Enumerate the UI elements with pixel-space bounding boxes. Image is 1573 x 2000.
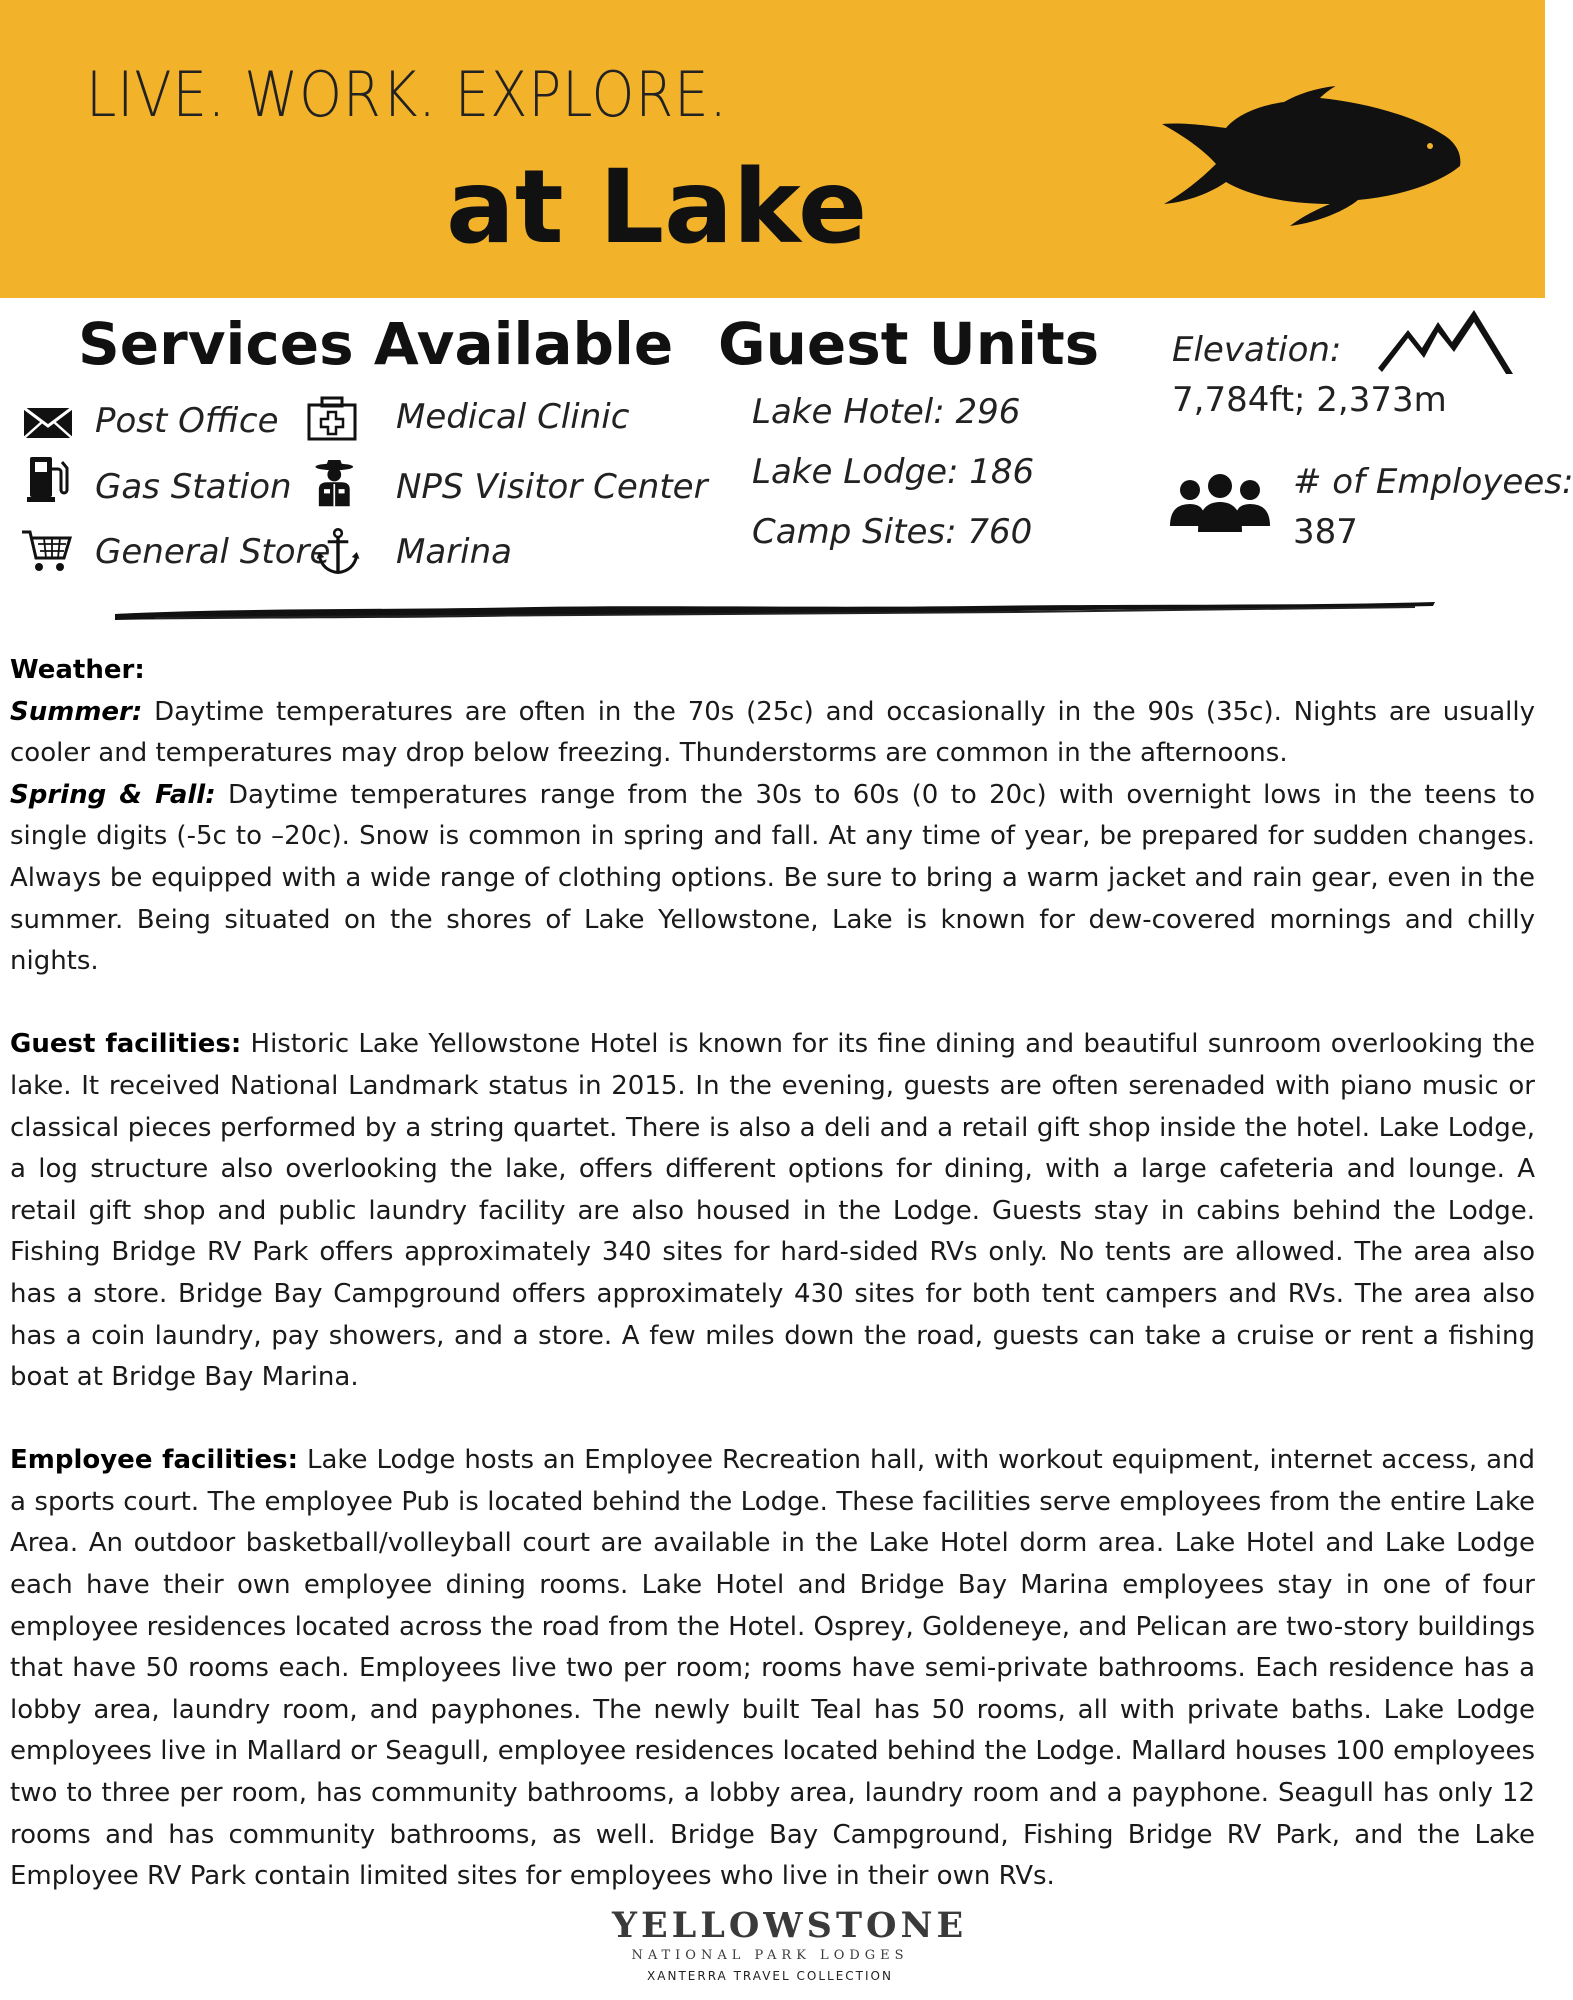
guest-facilities-label: Guest facilities: — [10, 1029, 242, 1060]
employees-label: # of Employees: — [1293, 462, 1573, 502]
employees-value: 387 — [1293, 512, 1358, 552]
elevation-label: Elevation: — [1172, 330, 1342, 370]
service-nps-visitor-center: NPS Visitor Center — [396, 467, 708, 507]
logo-subtitle: NATIONAL PARK LODGES — [631, 1948, 909, 1963]
spring-fall-label: Spring & Fall: — [10, 779, 216, 810]
group-icon — [1170, 474, 1270, 532]
envelope-icon — [22, 398, 74, 446]
spring-fall-text: Daytime temperatures range from the 30s to 60s (0 to 20c) with overnight lows in the teens to single digits (-5c to –20c). Snow is common in spring and fall. At any time of year, be prepared for sudden changes. Always be equipped with a wide range of clothing options. Be sure to bring a warm jacket and rain gear, even in the summer. Being situated on the shores of Lake Yellowstone, Lake is known for dew-covered mornings and chilly nights. — [10, 779, 1536, 977]
services-heading: Services Available — [78, 310, 674, 378]
employee-facilities-label: Employee facilities: — [10, 1445, 299, 1476]
guest-unit-lake-lodge: Lake Lodge: 186 — [752, 452, 1035, 492]
guest-units-heading: Guest Units — [718, 310, 1100, 378]
anchor-icon — [312, 528, 364, 576]
body-text — [10, 650, 1535, 1898]
first-aid-kit-icon — [306, 395, 358, 443]
shopping-cart-icon — [20, 526, 72, 574]
service-marina: Marina — [396, 532, 512, 572]
yellowstone-logo — [612, 1905, 968, 2000]
employee-facilities-text: Lake Lodge hosts an Employee Recreation hall, with workout equipment, internet access, and a sports court. The employee Pub is located behind the Lodge. These facilities serve employees from the entire Lake Area. An outdoor basketball/volleyball court are available in the Lake Hotel dorm area. Lake Hotel and Lake Lodge each have their own employee dining rooms. Lake Hotel and Bridge Bay Marina employees stay in one of four employee residences located across the road from the Hotel. Osprey, Goldeneye, and Pelican are two-story buildings that have 50 rooms each. Employees live two per room; rooms have semi-private bathrooms. Each residence has a lobby area, laundry room, and payphones. The newly built Teal has 50 rooms, all with private baths. Lake Lodge employees live in Mallard or Seagull, employee residences located behind the Lodge. Mallard houses 100 employees two to three per room, has community bathrooms, a lobby area, laundry room and a payphone. Seagull has only 12 rooms and has community bathrooms, as well. Bridge Bay Campground, Fishing Bridge RV Park, and the Lake Employee RV Park contain limited sites for employees who live in their own RVs. — [10, 1445, 1535, 1892]
park-ranger-icon — [310, 460, 362, 508]
mountains-icon — [1378, 308, 1513, 374]
header-banner — [0, 0, 1545, 298]
tagline: LIVE. WORK. EXPLORE. — [86, 58, 728, 131]
guest-unit-lake-hotel: Lake Hotel: 296 — [752, 392, 1021, 432]
logo-brand: YELLOWSTONE — [612, 1905, 968, 1946]
service-post-office: Post Office — [95, 401, 279, 441]
elevation-value: 7,784ft; 2,373m — [1172, 380, 1447, 420]
fuel-pump-icon — [24, 455, 76, 503]
service-general-store: General Store — [95, 532, 331, 572]
logo-collection: XANTERRA TRAVEL COLLECTION — [647, 1969, 893, 1983]
fish-icon — [1160, 86, 1465, 226]
summer-label: Summer: — [10, 696, 143, 727]
summer-text: Daytime temperatures are often in the 70s (25c) and occasionally in the 90s (35c). Nights are usually cooler and temperatures may drop below freezing. Thunderstorms are common in the afternoons. — [10, 696, 1535, 769]
service-gas-station: Gas Station — [95, 467, 292, 507]
guest-facilities-text: Historic Lake Yellowstone Hotel is known for its fine dining and beautiful sunroom overlooking the lake. It received National Landmark status in 2015. In the evening, guests are often serenaded with piano music or classical pieces performed by a string quartet. There is also a deli and a retail gift shop inside the hotel. Lake Lodge, a log structure also overlooking the lake, offers different options for dining, with a large cafeteria and lounge. A retail gift shop and public laundry facility are also housed in the Lodge. Guests stay in cabins behind the Lodge. Fishing Bridge RV Park offers approximately 340 sites for hard-sided RVs only. No tents are allowed. The area also has a store. Bridge Bay Campground offers approximately 430 sites for both tent campers and RVs. The area also has a coin laundry, pay showers, and a store. A few miles down the road, guests can take a cruise or rent a fishing boat at Bridge Bay Marina. — [10, 1029, 1535, 1393]
brush-divider — [115, 596, 1435, 626]
weather-heading: Weather: — [10, 655, 145, 685]
guest-unit-camp-sites: Camp Sites: 760 — [752, 512, 1033, 552]
location-title: at Lake — [446, 148, 868, 267]
service-medical-clinic: Medical Clinic — [396, 397, 630, 437]
